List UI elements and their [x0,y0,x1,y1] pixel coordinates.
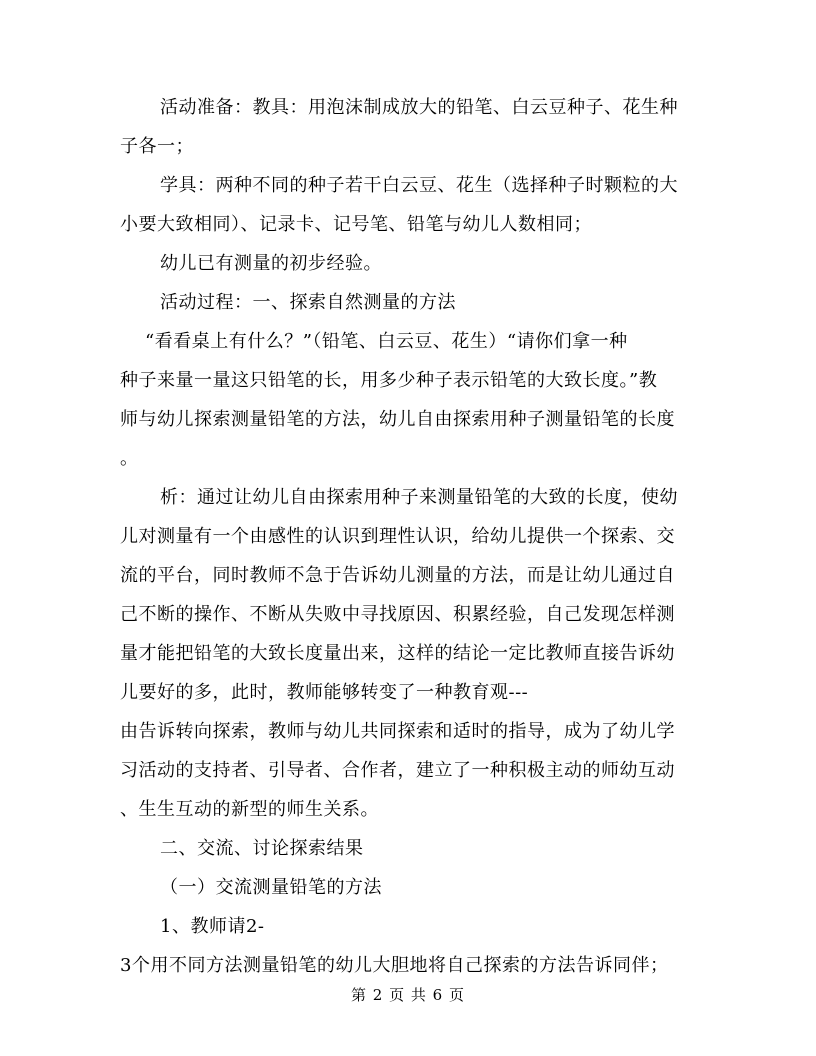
text-line: 二、交流、讨论探索结果 [160,838,364,859]
text-line: 种子来量一量这只铅笔的长，用多少种子表示铅笔的大致长度。”教 [120,370,658,391]
text-line: 、生生互动的新型的师生关系。 [120,799,379,820]
text-line: 子各一； [120,136,194,157]
text-line: 活动过程：一、探索自然测量的方法 [160,292,456,313]
text-line: 小要大致相同）、记录卡、记号笔、铅笔与幼儿人数相同； [120,214,592,235]
page-footer: 第 2 页 共 6 页 [351,986,465,1004]
text-line: 由告诉转向探索，教师与幼儿共同探索和适时的指导，成为了幼儿学 [120,721,675,742]
text-line: 。 [120,448,139,469]
text-line: 1、教师请2- [160,916,265,937]
text-line: 3个用不同方法测量铅笔的幼儿大胆地将自己探索的方法告诉同伴； [120,955,669,976]
text-line: 习活动的支持者、引导者、合作者，建立了一种积极主动的师幼互动 [120,760,675,781]
text-line: 师与幼儿探索测量铅笔的方法，幼儿自由探索用种子测量铅笔的长度 [120,409,675,430]
text-line: 己不断的操作、不断从失败中寻找原因、积累经验，自己发现怎样测 [120,604,675,625]
text-line: 幼儿已有测量的初步经验。 [160,253,382,274]
text-line: 学具：两种不同的种子若干白云豆、花生（选择种子时颗粒的大 [160,175,678,196]
text-line: “看看桌上有什么？”（铅笔、白云豆、花生）“请你们拿一种 [145,331,628,352]
text-line: 活动准备：教具：用泡沫制成放大的铅笔、白云豆种子、花生种 [160,97,678,118]
text-line: 儿要好的多，此时，教师能够转变了一种教育观--- [120,682,529,703]
text-line: （一）交流测量铅笔的方法 [160,877,382,898]
text-line: 流的平台，同时教师不急于告诉幼儿测量的方法，而是让幼儿通过自 [120,565,675,586]
text-line: 析：通过让幼儿自由探索用种子来测量铅笔的大致的长度，使幼 [160,487,678,508]
text-line: 儿对测量有一个由感性的认识到理性认识，给幼儿提供一个探索、交 [120,526,675,547]
text-line: 量才能把铅笔的大致长度量出来，这样的结论一定比教师直接告诉幼 [120,643,675,664]
